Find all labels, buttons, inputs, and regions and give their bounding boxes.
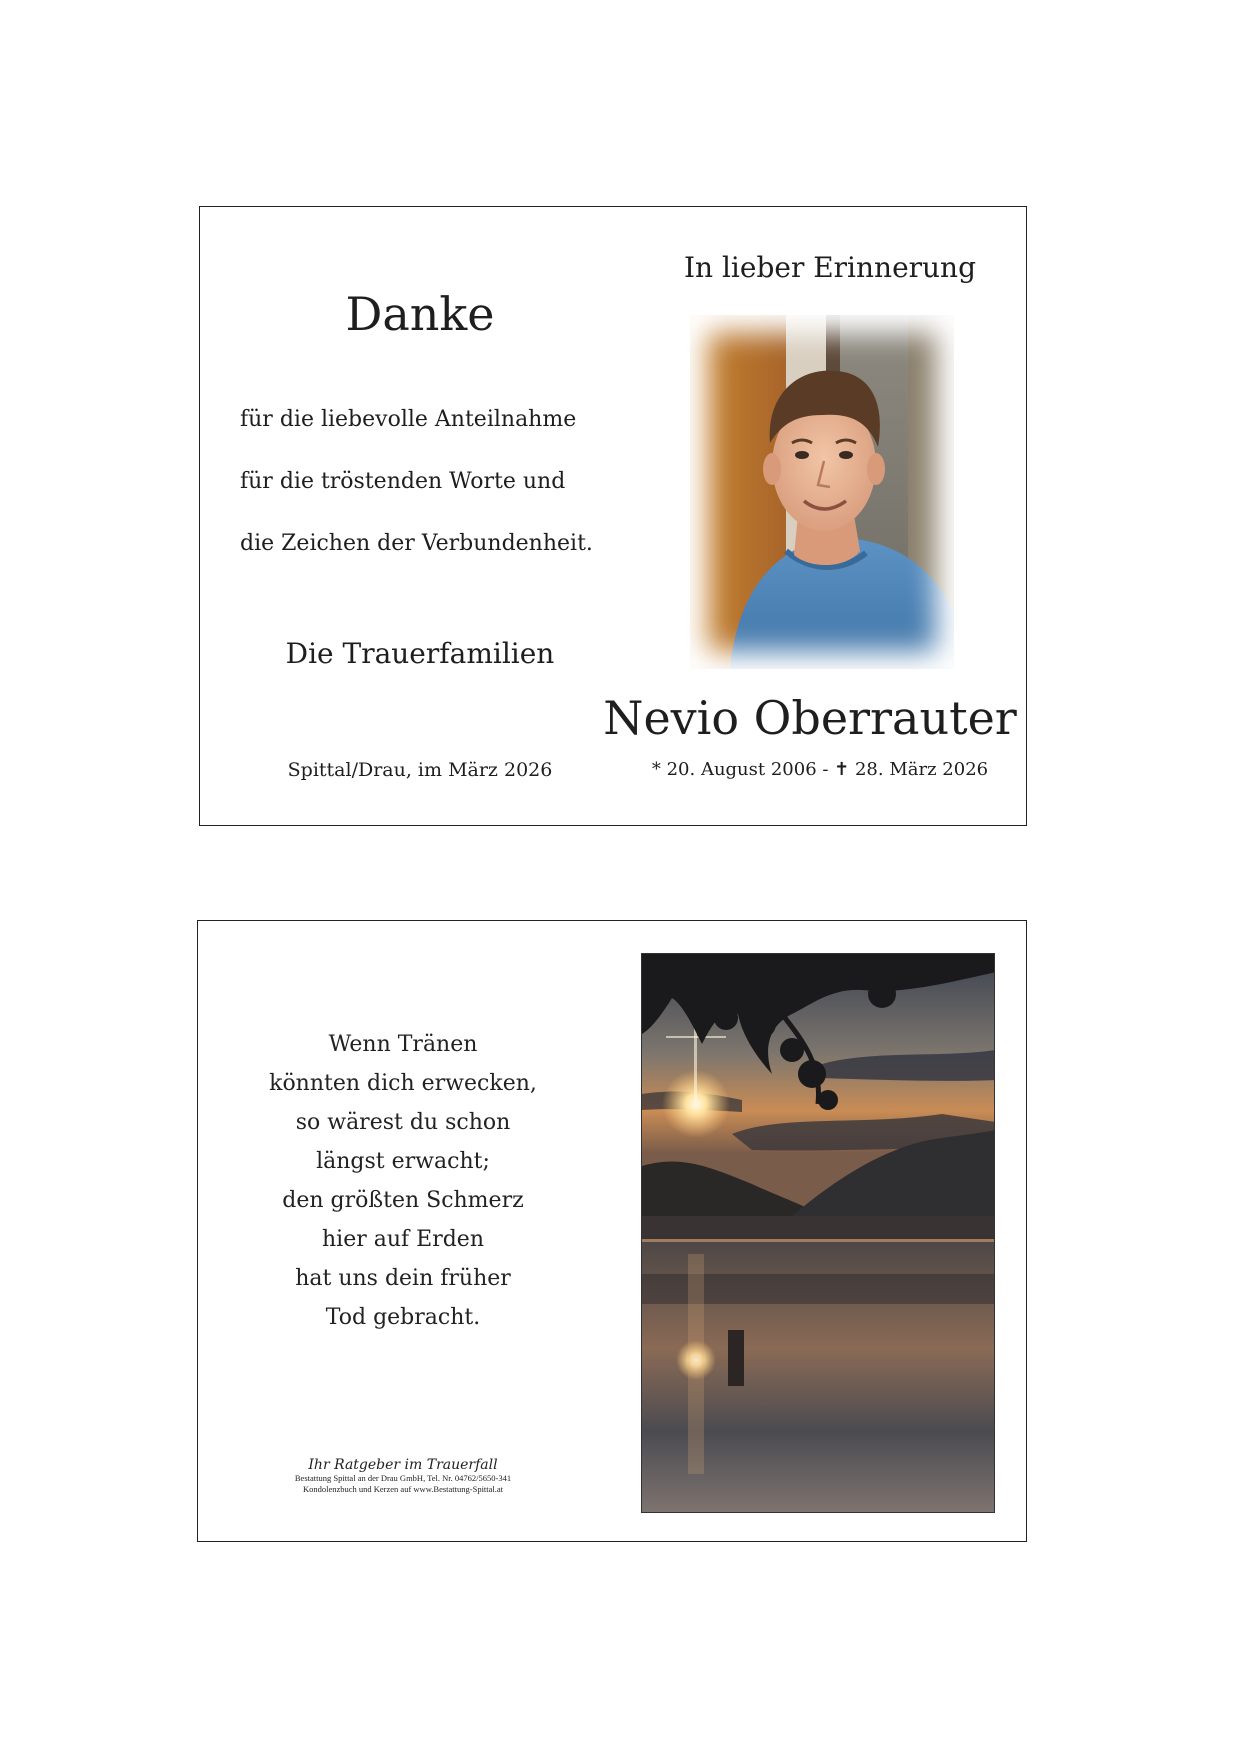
place-date: Spittal/Drau, im März 2026 [287, 759, 553, 781]
life-dates: * 20. August 2006 - ✝ 28. März 2026 [651, 759, 989, 780]
poem-line: hat uns dein früher [295, 1266, 511, 1291]
funeral-home-imprint [248, 1457, 558, 1495]
poem-line: so wärest du schon [295, 1110, 511, 1135]
sunset-lake-illustration [642, 954, 995, 1513]
imprint-website: Kondolenzbuch und Kerzen auf www.Bestattung-Spittal.at [302, 1484, 504, 1494]
poem-line: könnten dich erwecken, [269, 1071, 537, 1096]
thanks-line-3: die Zeichen der Verbundenheit. [240, 531, 593, 556]
imprint-title: Ihr Ratgeber im Trauerfall [308, 1457, 498, 1473]
poem-card [197, 920, 1027, 1542]
sunset-lake-photo [641, 953, 995, 1513]
poem [238, 1025, 568, 1337]
poem-line: Wenn Tränen [328, 1032, 478, 1057]
poem-line: Tod gebracht. [325, 1305, 481, 1330]
deceased-name: Nevio Oberrauter [603, 691, 1017, 745]
poem-line: hier auf Erden [321, 1227, 484, 1252]
portrait-photo [690, 315, 954, 669]
thanks-line-2: für die tröstenden Worte und [240, 469, 566, 494]
thank-you-card [199, 206, 1027, 826]
thanks-heading: Danke [345, 287, 495, 341]
photo-vignette [690, 315, 954, 669]
thanks-line-1: für die liebevolle Anteilnahme [240, 407, 577, 432]
memory-title: In lieber Erinnerung [683, 251, 977, 284]
imprint-contact: Bestattung Spittal an der Drau GmbH, Tel. Nr. 04762/5650-341 [294, 1473, 512, 1483]
poem-line: längst erwacht; [316, 1149, 490, 1174]
poem-line: den größten Schmerz [282, 1188, 524, 1213]
family-signature: Die Trauerfamilien [285, 637, 555, 670]
